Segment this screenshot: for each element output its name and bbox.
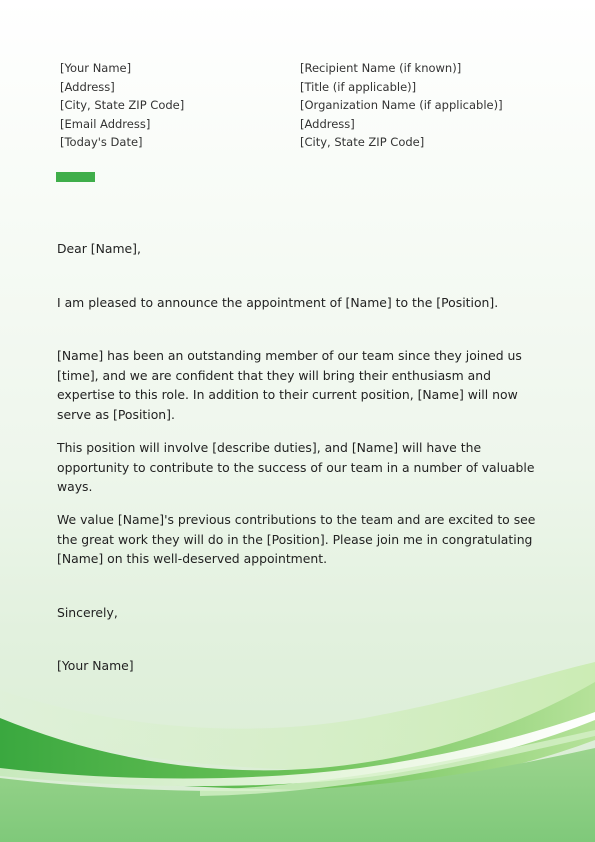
sender-city: [City, State ZIP Code] [60,98,185,113]
recipient-address-block [300,59,503,152]
sender-name: [Your Name] [60,61,132,75]
sender-address-block [60,59,184,152]
sender-address: [Address] [60,79,115,94]
sender-email: [Email Address] [60,116,151,131]
paragraph-congratulations: We value [Name]'s previous contributions to the team and are excited to see the great work they will do in the [Position]. Please join me in congratulating [Name] on this well-deserved appointment. [57,512,536,567]
paragraph-announcement: I am pleased to announce the appointment of [Name] to the [Position]. [57,295,499,310]
salutation: Dear [Name], [57,241,141,256]
recipient-address: [Address] [300,116,355,131]
recipient-name: [Recipient Name (if known)] [300,61,462,75]
sender-date: [Today's Date] [60,135,143,150]
paragraph-duties: This position will involve [describe duties], and [Name] will have the opportunity to contribute to the success of our team in a number of valuable ways. [57,440,535,495]
closing: Sincerely, [57,605,118,620]
signature-name: [Your Name] [57,658,134,673]
paragraph-background: [Name] has been an outstanding member of our team since they joined us [time], and we are confident that they will bring their enthusiasm and expertise to this role. In addition to their current position, [Name] will now serve as [Position]. [57,348,522,422]
recipient-organization: [Organization Name (if applicable)] [300,98,503,113]
recipient-city: [City, State ZIP Code] [300,135,425,150]
recipient-title: [Title (if applicable)] [300,79,417,94]
green-wave-decoration [0,620,595,842]
accent-bar [56,172,95,182]
